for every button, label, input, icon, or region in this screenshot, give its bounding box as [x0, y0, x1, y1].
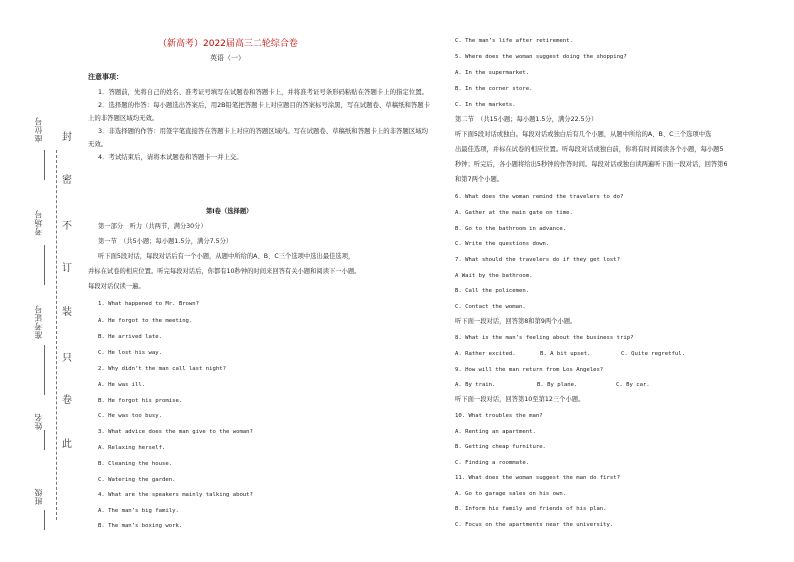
question: 9. How will the man return from Los Angeles? [455, 367, 604, 373]
right-column [455, 0, 790, 562]
question: 8. What is the man’s feeling about the business trip? [455, 335, 634, 341]
field-underline [44, 150, 45, 180]
field-underline [44, 510, 45, 530]
answer-option: B. Go to the bathroom in advance. [455, 226, 567, 232]
answer-option: A. Rather excited. [455, 351, 516, 357]
answer-option: A. In the supermarket. [455, 70, 530, 76]
answer-option: C. In the markets. [455, 102, 516, 108]
answer-option: B. Call the policemen. [455, 288, 530, 294]
answer-option: A. By train. [455, 382, 496, 388]
answer-option: C. By car. [616, 382, 650, 388]
question: 5. Where does the woman suggest doing the shopping? [455, 54, 627, 60]
question: 2. Why didn’t the man call last night? [98, 366, 226, 372]
seal-char: 卷 [62, 395, 72, 406]
answer-option: C. Contact the woman. [455, 304, 526, 310]
answer-option: C. Watering the garden. [98, 477, 176, 483]
binding-margin [0, 0, 90, 562]
notice-item: 4．考试结束后，请将本试题卷和答题卡一并上交。 [98, 153, 243, 161]
notice-item: 2．选择题的作答：每小题选出答案后，用2B铅笔把答题卡上对应题目的答案标号涂黑，写在试题卷、草稿纸和答题卡上的非答题区域均无效。 [88, 101, 431, 122]
part-heading: 第一部分 听力（共两节，满分30分） [98, 223, 207, 230]
answer-option: C. Focus on the apartments near the university. [455, 522, 614, 528]
answer-option: A. Go to garage sales on his own. [455, 491, 567, 497]
answer-option: C. Write the questions down. [455, 241, 550, 247]
answer-option: A. Renting an apartment. [455, 429, 536, 435]
name-label: 姓名 [34, 413, 43, 430]
class-label: 班级 [34, 488, 43, 505]
volume-title: 第Ⅰ卷（选择题） [206, 208, 253, 215]
answer-option: B. He arrived late. [98, 334, 162, 340]
answer-option: A Wait by the bathroom. [455, 273, 533, 279]
exam-room-label: 考场号 [34, 210, 43, 236]
answer-option: C. Quite regretful. [621, 351, 685, 357]
seal-char: 装 [62, 307, 72, 318]
notice-item: 3．非选择题的作答：用签字笔直接答在答题卡上对应的答题区域内。写在试题卷、草稿纸和答题卡上的非答题区域均无效。 [88, 127, 428, 148]
answer-option: A. The man’s big family. [98, 508, 179, 514]
field-underline [44, 245, 45, 285]
seal-char: 只 [62, 353, 72, 364]
instruction-line: 听下面5段对话或独白。每段对话或独白后有几个小题，从题中所给的A、B、C三个选项中选 [455, 131, 712, 138]
left-column [88, 0, 433, 562]
question: 11. What does the woman suggest the man do first? [455, 475, 621, 481]
seal-line [56, 150, 57, 520]
seal-char: 封 [62, 132, 72, 143]
question: 4. What are the speakers mainly talking about? [98, 492, 253, 498]
segment-instruction: 听下面一段对话，回答第10至第12三个小题。 [455, 396, 585, 403]
notice-item: 1．答题前，先将自己的姓名、准考证号填写在试题卷和答题卡上，并将准考证号条形码粘贴在答题卡上的指定位置。 [98, 88, 428, 96]
seal-char: 不 [62, 221, 72, 232]
answer-option: C. The man’s life after retirement. [455, 38, 573, 44]
question: 6. What does the woman remind the travelers to do? [455, 194, 624, 200]
section-heading: 第一节 （共5小题；每小题1.5分，满分7.5分） [98, 238, 233, 245]
answer-option: C. Finding a roommate. [455, 460, 530, 466]
question: 10. What troubles the man? [455, 413, 543, 419]
answer-option: C. He lost his way. [98, 350, 162, 356]
answer-option: B. By plane. [537, 382, 578, 388]
answer-option: A. He was ill. [98, 382, 146, 388]
notice-heading: 注意事项： [88, 73, 123, 81]
instruction-line: 听下面5段对话，每段对话后有一个小题，从题中所给的A、B、C三个选项中选出最佳选项， [98, 253, 355, 260]
instruction-line: 秒钟；听完后，各小题将给出5秒钟的作答时间。每段对话或独白读两遍听下面一段对话，回答第6 [455, 161, 728, 168]
answer-option: B. The man’s boxing work. [98, 523, 183, 529]
question: 7. What should the travelers do if they get lost? [455, 257, 621, 263]
answer-option: B. Cleaning the house. [98, 461, 173, 467]
field-underline [44, 430, 45, 450]
question: 1. What happened to Mr. Brown? [98, 301, 200, 307]
exam-subtitle: 英语（一） [210, 54, 245, 62]
instruction-line: 并标在试卷的相应位置。听完每段对话后，你都有10秒钟的时间来回答有关小题和阅读下一小题。 [88, 268, 361, 275]
exam-title: （新高考）2022届高三二轮综合卷 [158, 39, 298, 49]
instruction-line: 和第7两个小题。 [455, 176, 504, 183]
notice-list [88, 86, 433, 164]
field-underline [44, 345, 45, 395]
section-heading: 第二节 （共15小题；每小题1.5分，满分22.5分） [455, 116, 598, 123]
answer-option: A. He forgot to the meeting. [98, 318, 193, 324]
instruction-line: 出最佳选项，并标在试卷的相应位置。听每段对话或独白前，你将有时间阅读各个小题，每小题5 [455, 146, 724, 153]
answer-option: B. Getting cheap furniture. [455, 444, 546, 450]
seat-number-label: 座位号 [34, 117, 43, 143]
question: 3. What advice does the man give to the woman? [98, 429, 253, 435]
answer-option: B. He forgot his promise. [98, 398, 183, 404]
answer-option: A. Relaxing herself. [98, 445, 166, 451]
seal-char: 密 [62, 175, 72, 186]
answer-option: B. Inform his family and friends of his plan. [455, 506, 607, 512]
seal-char: 此 [62, 439, 72, 450]
answer-option: C. He was too busy. [98, 413, 162, 419]
segment-instruction: 听下面一段对话，回答第8和第9两个小题。 [455, 318, 577, 325]
instruction-line: 每段对话仅读一遍。 [88, 283, 145, 290]
answer-option: B. In the corner store. [455, 86, 533, 92]
answer-option: A. Gather at the main gate on time. [455, 210, 573, 216]
admission-number-label: 准考证号 [34, 305, 43, 339]
answer-option: B. A bit upset. [540, 351, 591, 357]
seal-char: 订 [62, 263, 72, 274]
